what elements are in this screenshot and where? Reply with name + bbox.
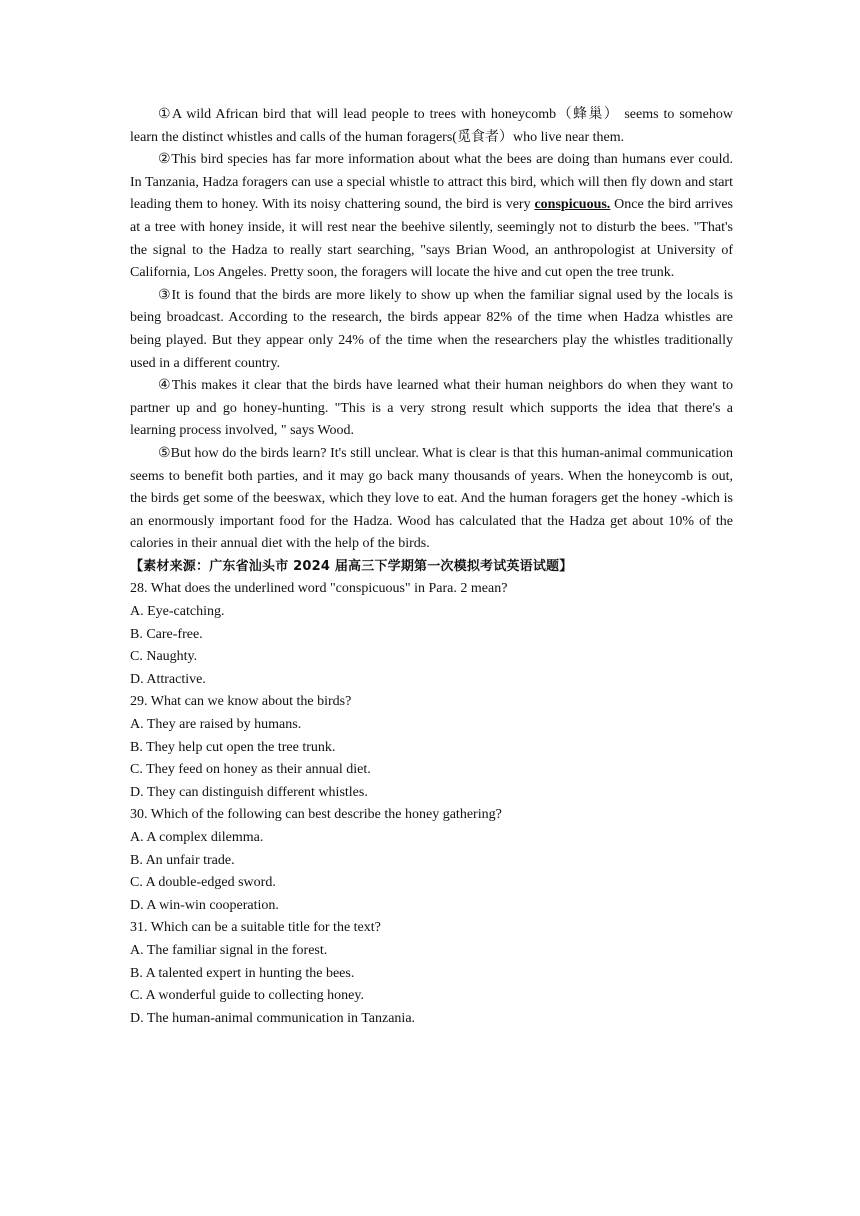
question-30 [130,804,733,917]
question-stem: 30. Which of the following can best describe the honey gathering? [130,807,502,823]
option-c: C. They feed on honey as their annual diet. [130,762,371,778]
paragraph-5: ⑤But how do the birds learn? It's still unclear. What is clear is that this human-animal communication seems to benefit both parties, and it may go back many thousands of years. When the honeycomb is out, the birds get some of the beeswax, which they love to eat. And the human foragers get the honey -which is an enormously important food for the Hadza. Wood has calculated that the Hadza get about 10% of the calories in their annual diet with the help of the birds. [130,445,733,552]
document-page [130,104,733,1030]
option-a: A. They are raised by humans. [130,717,302,733]
option-d: D. They can distinguish different whistles. [130,784,368,800]
option-d: D. Attractive. [130,671,206,687]
paragraph-3: ③It is found that the birds are more likely to show up when the familiar signal used by the locals is being broadcast. According to the research, the birds appear 82% of the time when Hadza whistles are being played. But they appear only 24% of the time when the researchers play the whistles traditionally used in a different country. [130,287,733,371]
paragraph-2-text-before: ②This bird species has far more information about what the bees are doing than humans ever could. In Tanzania, Hadza foragers can use a special whistle to attract this bird, which will then fly down and start leading them to honey. With its noisy chattering sound, the bird is very [130,152,733,213]
option-c: C. A wonderful guide to collecting honey. [130,988,364,1004]
option-a: A. Eye-catching. [130,604,225,620]
option-b: B. A talented expert in hunting the bees. [130,965,355,981]
option-c: C. Naughty. [130,649,198,665]
option-b: B. An unfair trade. [130,852,235,868]
question-29 [130,691,733,804]
question-stem: 28. What does the underlined word "conspicuous" in Para. 2 mean? [130,581,508,597]
option-c: C. A double-edged sword. [130,875,276,891]
question-stem: 31. Which can be a suitable title for the text? [130,920,381,936]
source-note: 【素材来源：广东省汕头市 2024 届高三下学期第一次模拟考试英语试题】 [130,558,573,574]
paragraph-4: ④This makes it clear that the birds have learned what their human neighbors do when they want to partner up and go honey-hunting. "This is a very strong result which supports the idea that there's a learning process involved, " says Wood. [130,378,733,439]
paragraph-2-text-after: Once the bird arrives at a tree with honey inside, it will rest near the beehive silently, seemingly not to disturb the bees. "That's the signal to the Hadza to really start searching, "says Brian Wood, an anthropologist at University of California, Los Angeles. Pretty soon, the foragers will locate the hive and cut open the tree trunk. [130,197,733,281]
underlined-word: conspicuous. [534,197,611,213]
question-28 [130,578,733,691]
paragraph-1: ①A wild African bird that will lead people to trees with honeycomb（蜂巢） seems to somehow learn the distinct whistles and calls of the human foragers(觅食者）who live near them. [130,107,733,145]
question-stem: 29. What can we know about the birds? [130,694,352,710]
option-a: A. A complex dilemma. [130,830,264,845]
option-b: B. Care-free. [130,626,203,642]
paragraph-2 [130,149,733,285]
option-b: B. They help cut open the tree trunk. [130,739,336,755]
option-d: D. The human-animal communication in Tanzania. [130,1010,416,1026]
option-a: A. The familiar signal in the forest. [130,942,328,958]
option-d: D. A win-win cooperation. [130,897,279,913]
question-31 [130,917,733,1030]
